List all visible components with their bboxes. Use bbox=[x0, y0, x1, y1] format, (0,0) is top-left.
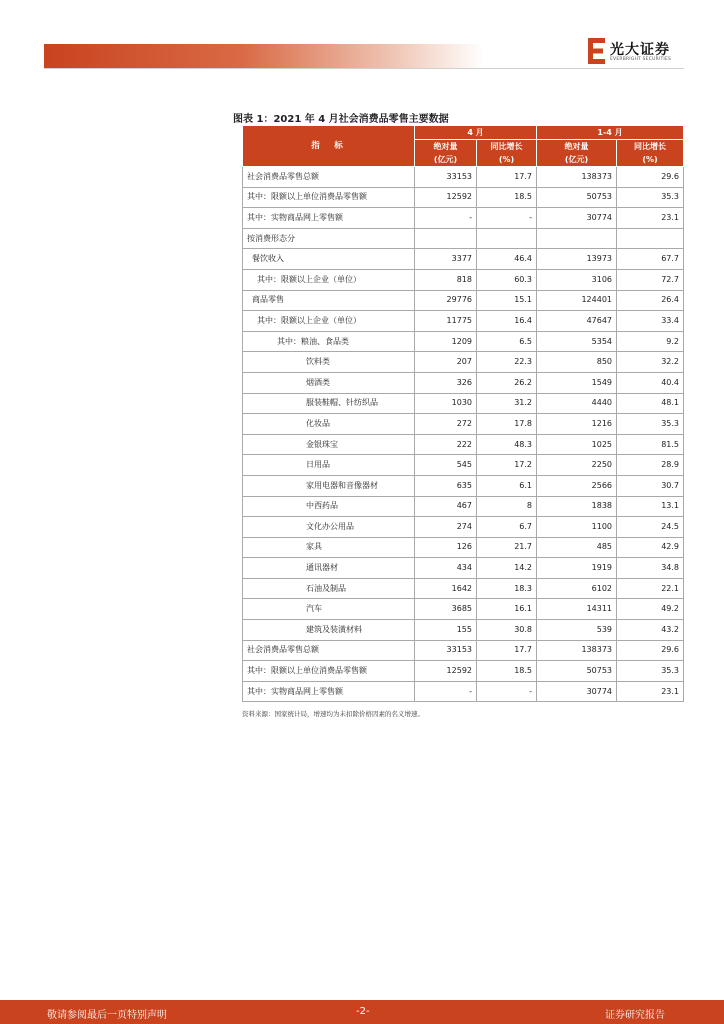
header-cumulative-absolute: 绝对量 (亿元) bbox=[537, 140, 617, 167]
table-row: 按消费形态分 bbox=[243, 228, 684, 249]
table-row: 烟酒类 326 26.2 1549 40.4 bbox=[243, 372, 684, 393]
table-row: 日用品 545 17.2 2250 28.9 bbox=[243, 455, 684, 476]
table-row: 其中：限额以上企业（单位） 11775 16.4 47647 33.4 bbox=[243, 311, 684, 332]
table-row: 石油及制品 1642 18.3 6102 22.1 bbox=[243, 578, 684, 599]
table-row: 社会消费品零售总额 33153 17.7 138373 29.6 bbox=[243, 167, 684, 188]
figure-title: 图表 1：2021 年 4 月社会消费品零售主要数据 bbox=[233, 114, 449, 125]
brand-logo bbox=[588, 38, 688, 68]
header-month-absolute: 绝对量 (亿元) bbox=[415, 140, 477, 167]
table-row: 其中：实物商品网上零售额 - - 30774 23.1 bbox=[243, 681, 684, 702]
table-row: 饮料类 207 22.3 850 32.2 bbox=[243, 352, 684, 373]
table-row: 其中：限额以上单位消费品零售额 12592 18.5 50753 35.3 bbox=[243, 661, 684, 682]
header-cumulative-yoy: 同比增长 (%) bbox=[617, 140, 684, 167]
header-group-cumulative: 1-4 月 bbox=[537, 126, 684, 140]
table-row: 中西药品 467 8 1838 13.1 bbox=[243, 496, 684, 517]
table-row: 餐饮收入 3377 46.4 13973 67.7 bbox=[243, 249, 684, 270]
brand-name-en: EVERBRIGHT SECURITIES bbox=[610, 57, 672, 62]
table-row: 服装鞋帽、针纺织品 1030 31.2 4440 48.1 bbox=[243, 393, 684, 414]
header-month-yoy: 同比增长 (%) bbox=[477, 140, 537, 167]
table-row: 通讯器材 434 14.2 1919 34.8 bbox=[243, 558, 684, 579]
table-row: 金银珠宝 222 48.3 1025 81.5 bbox=[243, 434, 684, 455]
table-row: 家用电器和音像器材 635 6.1 2566 30.7 bbox=[243, 475, 684, 496]
table-row: 商品零售 29776 15.1 124401 26.4 bbox=[243, 290, 684, 311]
source-note: 资料来源：国家统计局，增速均为未扣除价格因素的名义增速。 bbox=[242, 710, 424, 718]
header-divider bbox=[44, 68, 684, 69]
table-row: 社会消费品零售总额 33153 17.7 138373 29.6 bbox=[243, 640, 684, 661]
table-row: 文化办公用品 274 6.7 1100 24.5 bbox=[243, 517, 684, 538]
table-row: 其中：限额以上企业（单位） 818 60.3 3106 72.7 bbox=[243, 269, 684, 290]
footer-report-type: 证券研究报告 bbox=[605, 1010, 665, 1021]
table-row: 化妆品 272 17.8 1216 35.3 bbox=[243, 414, 684, 435]
page-footer bbox=[0, 1000, 724, 1024]
footer-disclaimer: 敬请参阅最后一页特别声明 bbox=[47, 1010, 167, 1021]
header-banner bbox=[44, 44, 484, 68]
retail-data-table bbox=[242, 125, 684, 702]
table-row: 其中：限额以上单位消费品零售额 12592 18.5 50753 35.3 bbox=[243, 187, 684, 208]
table-row: 其中：实物商品网上零售额 - - 30774 23.1 bbox=[243, 208, 684, 229]
header-indicator: 指 标 bbox=[243, 126, 415, 167]
page-number: -2- bbox=[356, 1006, 370, 1017]
brand-name: 光大证券 bbox=[610, 42, 670, 58]
table-row: 家具 126 21.7 485 42.9 bbox=[243, 537, 684, 558]
table-row: 其中：粮油、食品类 1209 6.5 5354 9.2 bbox=[243, 331, 684, 352]
table-row: 建筑及装潢材料 155 30.8 539 43.2 bbox=[243, 620, 684, 641]
header-group-month: 4 月 bbox=[415, 126, 537, 140]
brand-logo-icon bbox=[588, 38, 606, 64]
table-row: 汽车 3685 16.1 14311 49.2 bbox=[243, 599, 684, 620]
